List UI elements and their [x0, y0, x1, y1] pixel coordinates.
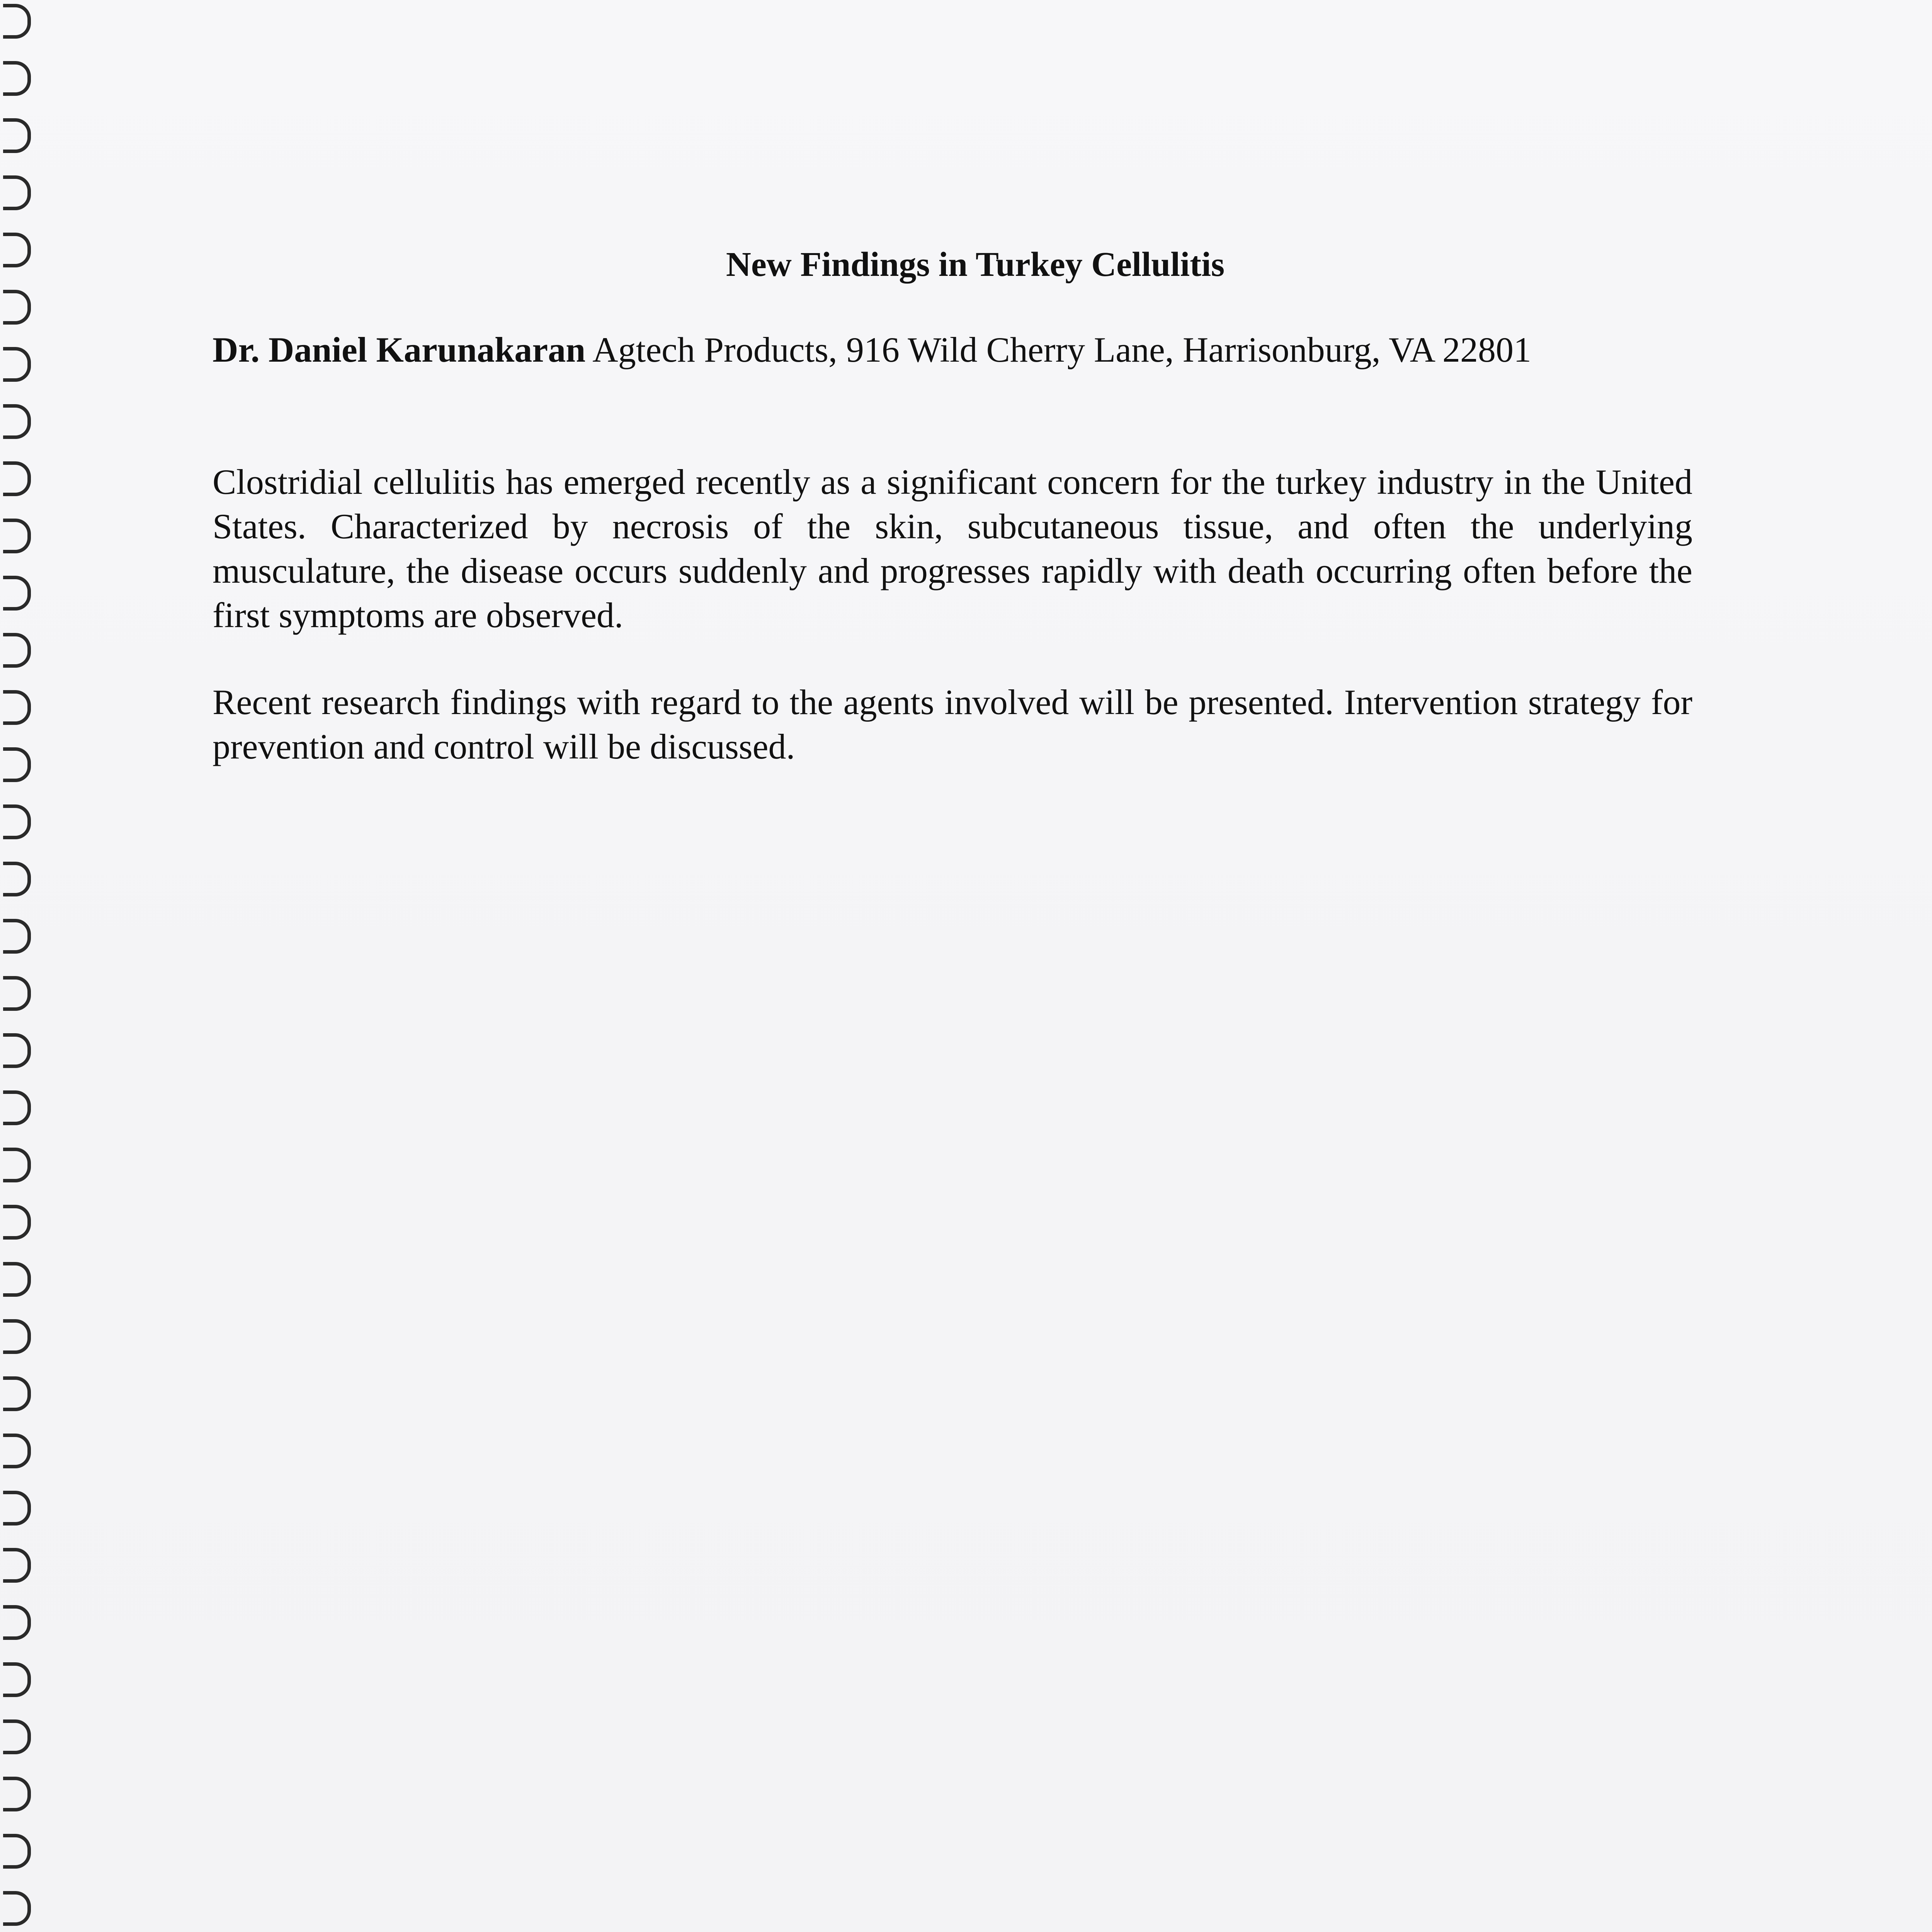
binding-ring [3, 1548, 31, 1583]
binding-ring [3, 1319, 31, 1354]
abstract-paragraph-1: Clostridial cellulitis has emerged recently as a significant concern for the turkey industry in the United States. Characterized by necrosis of the skin, subcutaneous tissue, and often the underlying musculature, the disease occurs suddenly and progresses rapidly with death occurring often before the first symptoms are observed. [213, 462, 1692, 635]
binding-ring [3, 1090, 31, 1125]
author-affiliation: Agtech Products, 916 Wild Cherry Lane, Harrisonburg, VA 22801 [592, 330, 1531, 369]
binding-ring [3, 1376, 31, 1411]
binding-ring [3, 61, 31, 96]
binding-ring [3, 862, 31, 896]
binding-ring [3, 1434, 31, 1468]
document-title: New Findings in Turkey Cellulitis [726, 245, 1225, 284]
binding-ring [3, 290, 31, 325]
binding-ring [3, 1205, 31, 1240]
binding-ring [3, 519, 31, 553]
abstract-paragraph-2: Recent research findings with regard to the agents involved will be presented. Intervention strategy for prevention and control will be discussed. [213, 682, 1692, 766]
binding-ring [3, 1834, 31, 1869]
binding-ring [3, 976, 31, 1011]
binding-ring [3, 175, 31, 210]
binding-ring [3, 633, 31, 668]
binding-ring [3, 347, 31, 382]
binding-ring [3, 404, 31, 439]
binding-ring [3, 1491, 31, 1526]
binding-ring [3, 1262, 31, 1297]
binding-ring [3, 1148, 31, 1182]
author-name: Dr. Daniel Karunakaran [213, 330, 586, 369]
binding-ring [3, 461, 31, 496]
binding-ring [3, 1777, 31, 1811]
binding-ring [3, 1033, 31, 1068]
binding-ring [3, 747, 31, 782]
binding-ring [3, 1891, 31, 1926]
binding-ring [3, 1605, 31, 1640]
binding-ring [3, 804, 31, 839]
binding-ring [3, 690, 31, 725]
binding-ring [3, 919, 31, 954]
author-line [213, 328, 1719, 371]
binding-ring [3, 576, 31, 611]
spiral-binding [0, 0, 43, 1932]
binding-ring [3, 1662, 31, 1697]
binding-ring [3, 4, 31, 39]
binding-ring [3, 1719, 31, 1754]
binding-ring [3, 118, 31, 153]
